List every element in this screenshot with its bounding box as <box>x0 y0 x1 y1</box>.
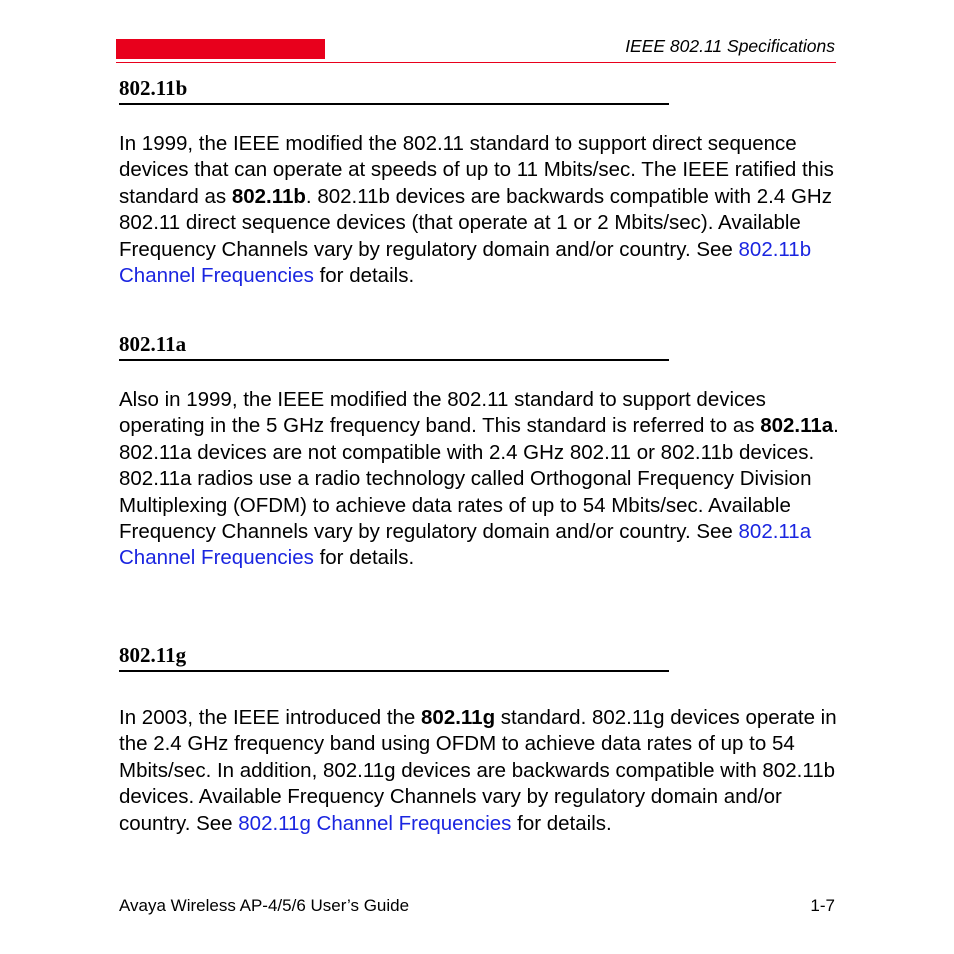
cross-reference-link[interactable]: 802.11g Channel Frequencies <box>238 811 512 835</box>
cross-reference-link[interactable]: 802.11a Channel Frequencies <box>119 520 812 570</box>
body-text: In 2003, the IEEE introduced the <box>119 706 422 729</box>
body-text: . 802.11a devices are not compatible with 2.4 GHz 802.11 or 802.11b devices. 802.11a radios use a radio technology called Orthogonal Frequency Division Multiplexing (OFDM) to achieve data rates of up to 54 Mbits/sec. Available Frequency Channels vary by regulatory domain and/or country. See <box>119 414 839 544</box>
body-text: In 1999, the IEEE modified the 802.11 standard to support direct sequence devices that can operate at speeds of up to 11 Mbits/sec. The IEEE ratified this standard as <box>119 132 834 208</box>
bold-term: 802.11g <box>421 706 496 729</box>
section-heading-802-11g: 802.11g <box>119 643 669 672</box>
body-text: Also in 1999, the IEEE modified the 802.11 standard to support devices operating in the 5 GHz frequency band. This standard is referred to as <box>119 388 766 438</box>
header-accent-bar <box>116 39 325 59</box>
cross-reference-link[interactable]: 802.11b Channel Frequencies <box>119 237 812 288</box>
bold-term: 802.11b <box>231 184 306 208</box>
body-text: standard. 802.11g devices operate in the 2.4 GHz frequency band using OFDM to achieve data rates of up to 54 Mbits/sec. In addition, 802.11g devices are backwards compatible with 802.11b devices. Available Frequency Channels vary by regulatory domain and/or country. See <box>119 706 837 835</box>
section-body-802-11b <box>119 131 844 289</box>
body-text: for details. <box>313 264 415 288</box>
header-rule <box>116 62 836 63</box>
body-text: for details. <box>511 811 612 835</box>
section-body-802-11g <box>119 705 844 837</box>
bold-term: 802.11a <box>760 414 834 438</box>
footer-page-number: 1-7 <box>810 896 835 915</box>
footer-guide-title: Avaya Wireless AP-4/5/6 User’s Guide <box>119 896 410 915</box>
section-heading-802-11a: 802.11a <box>119 332 669 361</box>
section-heading-802-11b: 802.11b <box>119 76 669 105</box>
page-header-title: IEEE 802.11 Specifications <box>625 36 835 56</box>
section-body-802-11a <box>119 387 844 572</box>
body-text: for details. <box>313 546 415 570</box>
body-text: . 802.11b devices are backwards compatible with 2.4 GHz 802.11 direct sequence devices (that operate at 1 or 2 Mbits/sec). Available Frequency Channels vary by regulatory domain and/or country. See <box>119 184 832 261</box>
